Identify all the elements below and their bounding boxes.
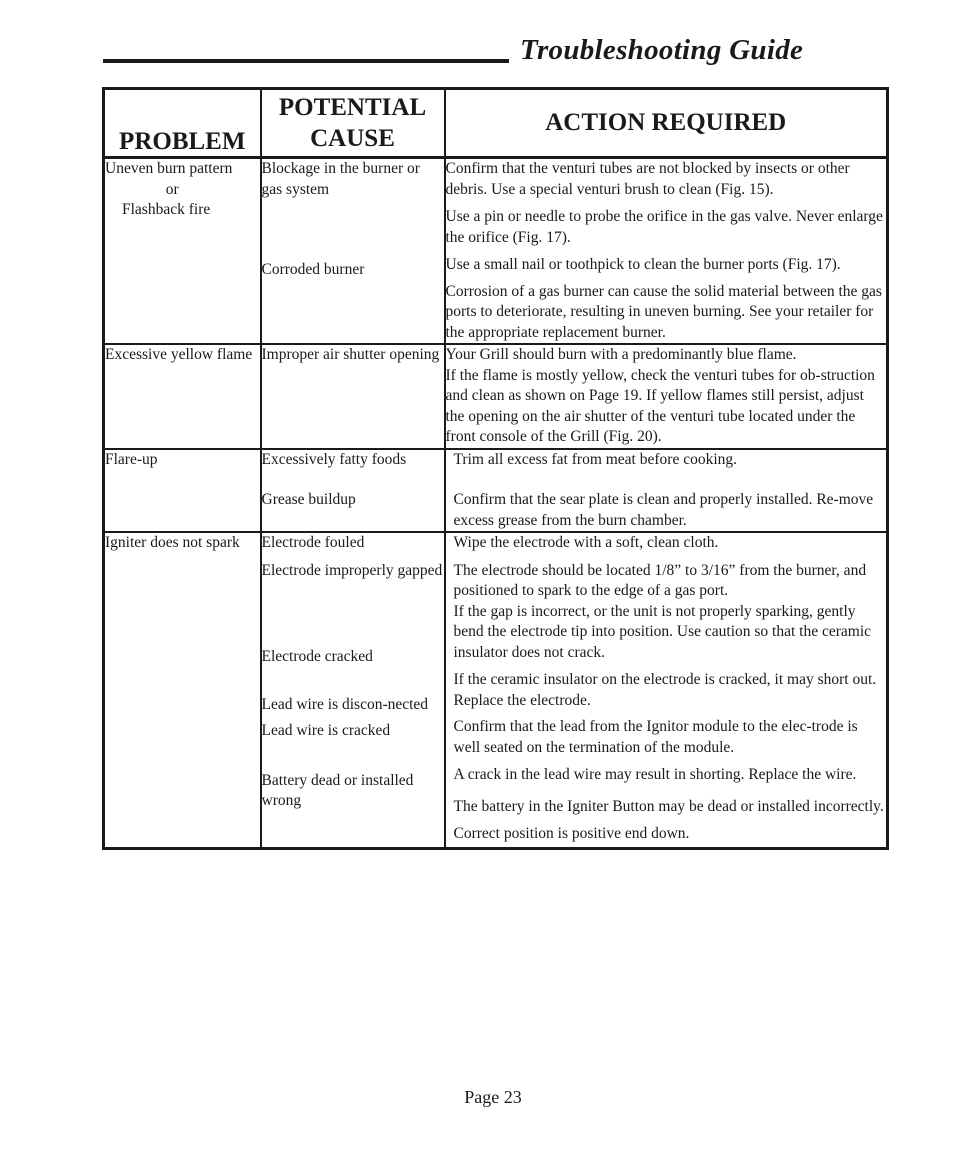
cause-text: Lead wire is discon-nected [261, 695, 429, 713]
cause-cell [261, 344, 445, 449]
action-text: Confirm that the venturi tubes are not blocked by insects or other debris. Use a special venturi brush to clean (Fig. 15). [445, 160, 850, 198]
header-rule [103, 59, 509, 63]
table-row [104, 532, 888, 848]
cause-text: Blockage in the burner or gas system [261, 160, 420, 198]
cause-text: Electrode cracked [261, 648, 373, 665]
page-number: Page 23 [464, 1087, 522, 1107]
action-cell [445, 344, 888, 449]
action-text: Use a pin or needle to probe the orifice in the gas valve. Never enlarge the orifice (Fig. 17). [445, 208, 883, 246]
action-text: If the flame is mostly yellow, check the venturi tubes for ob-struction and clean as shown on Page 19. If yellow flames still persist, adjust the opening on the air shutter of the venturi tube located under the front console of the Grill (Fig. 20). [445, 366, 875, 445]
table-row [104, 344, 888, 449]
problem-text: Flare-up [105, 450, 158, 468]
table-row [104, 158, 888, 345]
action-text: Corrosion of a gas burner can cause the solid material between the gas ports to deteriorate, resulting in uneven burning. See your retailer for the appropriate replacement burner. [445, 282, 882, 341]
problem-text: Uneven burn pattern [105, 160, 233, 177]
problem-cell [104, 344, 261, 449]
problem-text: Excessive yellow flame [105, 346, 253, 363]
cause-cell [261, 449, 445, 533]
action-text: A crack in the lead wire may result in shorting. Replace the wire. [453, 766, 857, 783]
cause-text: Grease buildup [261, 491, 356, 508]
cause-text: Improper air shutter opening [261, 346, 440, 363]
cause-text: Lead wire is cracked [261, 722, 391, 739]
action-text: If the gap is incorrect, or the unit is not properly sparking, gently bend the electrode tip into position. Use caution so that the ceramic insulator does not crack. [453, 602, 872, 661]
problem-cell [104, 158, 261, 345]
column-header-cause-line1: POTENTIAL [278, 94, 427, 121]
action-text: Confirm that the lead from the Ignitor module to the elec-trode is well seated on the termination of the module. [453, 718, 858, 756]
problem-text: Igniter does not spark [105, 534, 240, 551]
action-text: If the ceramic insulator on the electrode is cracked, it may short out. Replace the electrode. [453, 671, 877, 709]
table-header-row [104, 89, 888, 158]
action-text: The battery in the Igniter Button may be dead or installed incorrectly. Correct position is positive end down. [453, 797, 884, 842]
action-text: Your Grill should burn with a predominantly blue flame. [445, 346, 797, 363]
column-header-action-required: ACTION REQUIRED [445, 89, 888, 158]
troubleshooting-table [102, 87, 889, 850]
cause-text: Battery dead or installed wrong [261, 771, 414, 809]
page-title: Troubleshooting Guide [520, 34, 804, 66]
action-cell [445, 449, 888, 533]
cause-text: Excessively fatty foods [261, 450, 407, 468]
column-header-potential-cause [261, 89, 445, 158]
action-text: Wipe the electrode with a soft, clean cloth. [453, 534, 719, 551]
cause-cell [261, 532, 445, 848]
action-text: Trim all excess fat from meat before cooking. [453, 450, 738, 468]
table-row [104, 449, 888, 533]
action-text: The electrode should be located 1/8” to 3/16” from the burner, and positioned to spark to the edge of a gas port. [453, 561, 867, 599]
cause-text: Corroded burner [261, 261, 365, 278]
cause-cell [261, 158, 445, 345]
problem-cell [104, 449, 261, 533]
action-text: Use a small nail or toothpick to clean the burner ports (Fig. 17). [445, 256, 841, 273]
problem-text: or [165, 180, 179, 198]
problem-cell [104, 532, 261, 848]
action-text: Confirm that the sear plate is clean and properly installed. Re-move excess grease from the burn chamber. [453, 491, 874, 529]
column-header-problem: PROBLEM [104, 89, 261, 158]
cause-text: Electrode improperly gapped [261, 561, 443, 579]
problem-text: Flashback fire [122, 201, 211, 218]
action-cell [445, 532, 888, 848]
action-cell [445, 158, 888, 345]
cause-text: Electrode fouled [261, 534, 365, 551]
column-header-cause-line2: CAUSE [310, 125, 395, 152]
